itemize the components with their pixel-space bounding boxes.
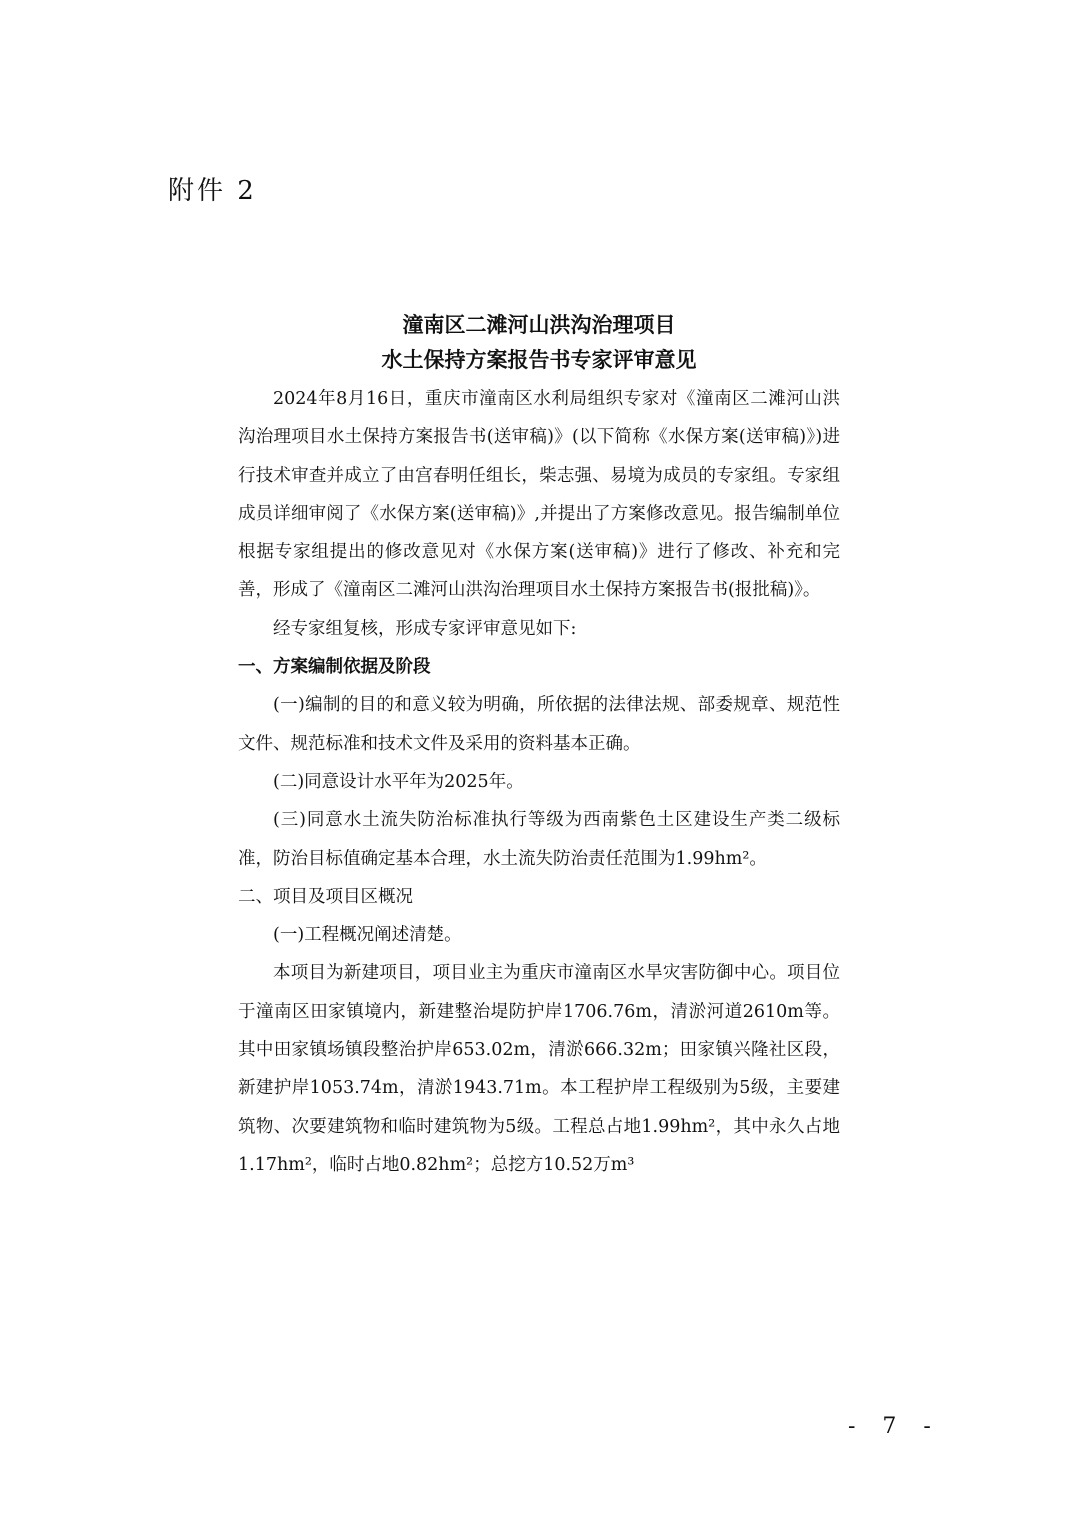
- attachment-label: 附件 2: [168, 176, 257, 206]
- paragraph-project-overview: 本项目为新建项目，项目业主为重庆市潼南区水旱灾害防御中心。项目位于潼南区田家镇境内，新建整治堤防护岸1706.76m，清淤河道2610m等。其中田家镇场镇段整治护岸653.02m，清淤666.32m；田家镇兴隆社区段，新建护岸1053.74m，清淤1943.71m。本工程护岸工程级别为5级，主要建筑物、次要建筑物和临时建筑物为5级。工程总占地1.99hm²，其中永久占地1.17hm²，临时占地0.82hm²；总挖方10.52万m³: [238, 963, 840, 1175]
- document-body: [238, 380, 840, 1184]
- section-heading-1: 一、方案编制依据及阶段: [238, 657, 431, 678]
- paragraph-review-summary: 经专家组复核，形成专家评审意见如下:: [273, 618, 577, 639]
- paragraph-2-1: (一)工程概况阐述清楚。: [273, 925, 462, 946]
- paragraph-1-1: (一)编制的目的和意义较为明确，所依据的法律法规、部委规章、规范性文件、规范标准和技术文件及采用的资料基本正确。: [238, 695, 840, 754]
- paragraph-1-3: (三)同意水土流失防治标准执行等级为西南紫色土区建设生产类二级标准，防治目标值确定基本合理，水土流失防治责任范围为1.99hm²。: [238, 810, 840, 869]
- document-title-line-2: 水土保持方案报告书专家评审意见: [381, 348, 697, 372]
- section-heading-2: 二、项目及项目区概况: [238, 886, 413, 907]
- page-number: - 7 -: [848, 1414, 941, 1439]
- paragraph-intro: 2024年8月16日，重庆市潼南区水利局组织专家对《潼南区二滩河山洪沟治理项目水土保持方案报告书(送审稿)》(以下简称《水保方案(送审稿)》)进行技术审查并成立了由宫春明任组长，柴志强、易境为成员的专家组。专家组成员详细审阅了《水保方案(送审稿)》,并提出了方案修改意见。报告编制单位根据专家组提出的修改意见对《水保方案(送审稿)》进行了修改、补充和完善，形成了《潼南区二滩河山洪沟治理项目水土保持方案报告书(报批稿)》。: [238, 389, 840, 601]
- document-title-line-1: 潼南区二滩河山洪沟治理项目: [402, 313, 676, 337]
- paragraph-1-2: (二)同意设计水平年为2025年。: [273, 771, 524, 792]
